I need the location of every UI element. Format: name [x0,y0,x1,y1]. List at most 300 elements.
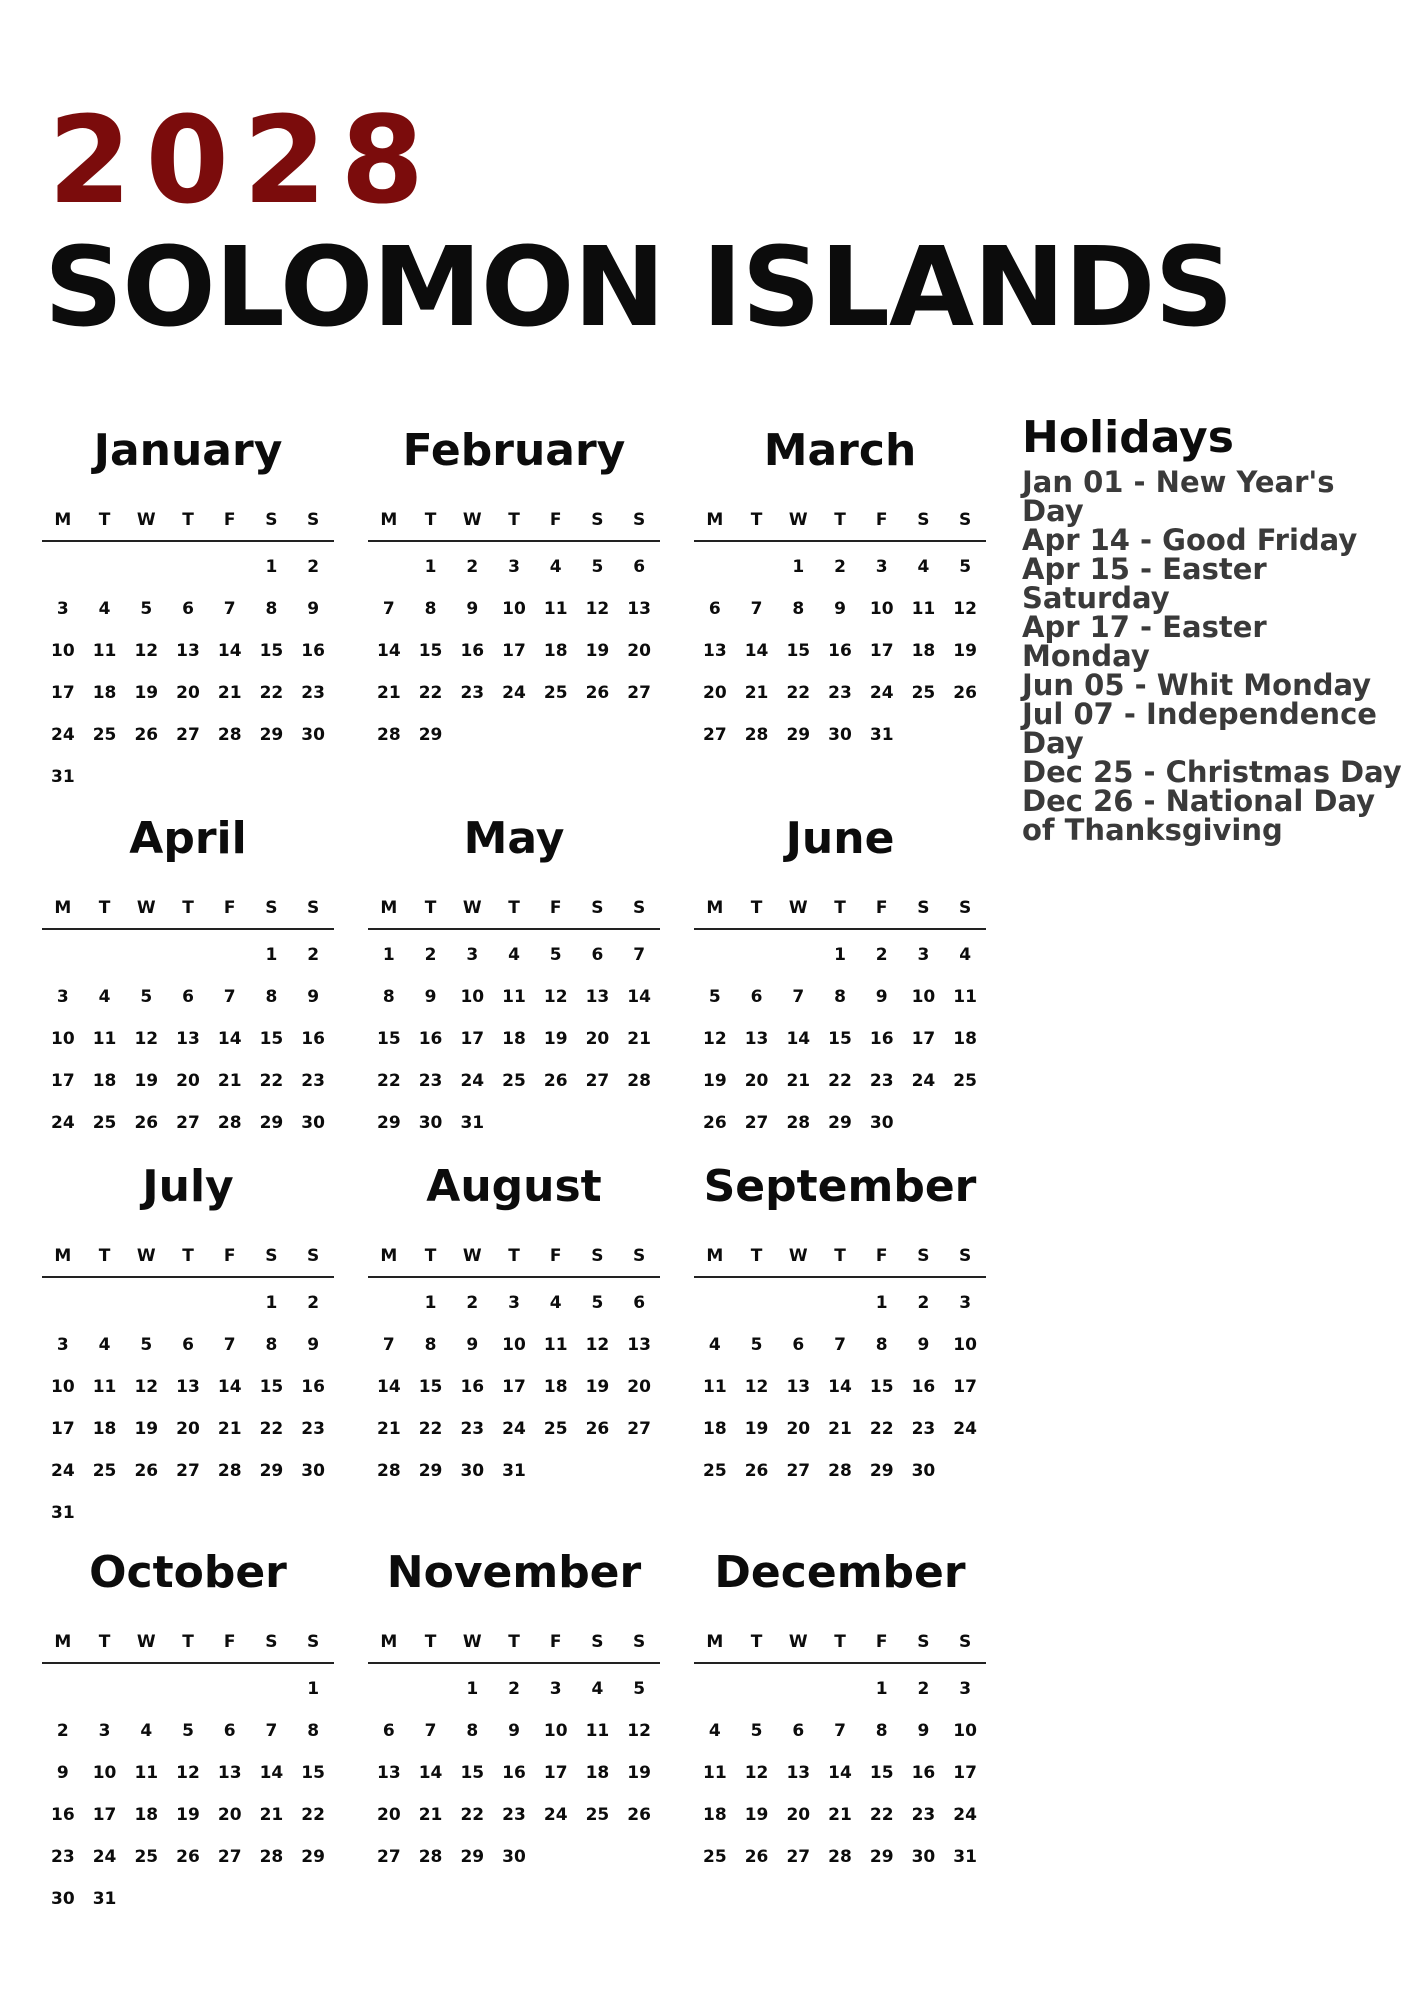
day-cell: 28 [418,1847,443,1867]
weekday-header: S [944,1238,986,1278]
day-cell: 16 [301,1377,325,1397]
day-cell: 24 [953,1419,977,1439]
day-cell: 18 [911,641,936,661]
day-cell: 5 [959,557,972,577]
day-cell: 20 [585,1029,610,1049]
day-cell: 15 [259,641,284,661]
day-cell: 4 [549,557,562,577]
day-cell: 24 [51,725,75,745]
day-cell: 13 [176,1029,200,1049]
day-cell: 27 [627,683,651,703]
day-cell: 22 [786,683,811,703]
day-cell: 3 [56,599,69,619]
weekday-header: M [42,890,84,930]
weekday-header: S [577,1238,619,1278]
day-cell: 17 [51,683,75,703]
weekday-header: T [819,1624,861,1664]
empty-day-cell [777,1668,819,1710]
month-september [694,1156,986,1492]
empty-day-cell [209,934,251,976]
day-cell: 4 [959,945,972,965]
day-cell: 15 [786,641,811,661]
day-cell: 20 [377,1805,401,1825]
day-cell: 23 [51,1847,75,1867]
day-cell: 2 [424,945,437,965]
day-cell: 24 [502,683,526,703]
weekday-header: W [451,502,493,542]
day-cell: 1 [265,557,278,577]
day-cell: 24 [869,683,894,703]
day-cell: 11 [703,1763,727,1783]
day-cell: 22 [460,1805,485,1825]
day-cell: 28 [786,1113,811,1133]
day-cell: 16 [869,1029,894,1049]
day-cell: 27 [176,725,200,745]
day-cell: 13 [585,987,610,1007]
day-cell: 8 [382,987,395,1007]
day-cell: 12 [134,1029,159,1049]
weekday-header: W [451,1238,493,1278]
day-cell: 23 [301,1419,325,1439]
weekday-header: F [209,1238,251,1278]
weekday-header: W [125,502,167,542]
day-cell: 10 [502,599,526,619]
day-cell: 9 [834,599,846,619]
month-name: April [129,813,247,864]
day-cell: 14 [627,987,651,1007]
empty-day-cell [167,546,209,588]
day-cell: 22 [869,1419,894,1439]
empty-day-cell [694,1668,736,1710]
day-cell: 4 [98,1335,111,1355]
empty-day-cell [84,1282,126,1324]
empty-day-cell [694,1282,736,1324]
day-cell: 18 [92,1419,117,1439]
day-cell: 9 [56,1763,69,1783]
empty-day-cell [167,934,209,976]
day-cell: 13 [627,599,651,619]
day-cell: 20 [786,1419,811,1439]
day-cell: 25 [92,1113,117,1133]
day-cell: 16 [828,641,852,661]
empty-day-cell [125,934,167,976]
day-cell: 14 [377,641,401,661]
weekday-header: F [209,1624,251,1664]
day-cell: 27 [744,1113,769,1133]
day-cell: 1 [265,945,278,965]
day-cell: 5 [140,987,153,1007]
day-cell: 29 [418,725,443,745]
day-cell: 23 [911,1419,936,1439]
empty-day-cell [84,546,126,588]
empty-day-cell [694,546,736,588]
empty-day-cell [125,546,167,588]
day-cell: 22 [301,1805,325,1825]
day-cell: 21 [744,683,769,703]
day-cell: 17 [911,1029,936,1049]
day-cell: 3 [466,945,479,965]
empty-day-cell [125,1282,167,1324]
day-cell: 5 [140,599,153,619]
day-cell: 20 [627,641,651,661]
day-cell: 28 [828,1847,852,1867]
empty-day-cell [777,1282,819,1324]
day-cell: 18 [543,641,568,661]
month-grid [368,890,660,1144]
day-cell: 5 [591,1293,604,1313]
day-cell: 31 [51,1503,75,1523]
day-cell: 1 [792,557,805,577]
weekday-header: T [410,502,452,542]
day-cell: 7 [424,1721,437,1741]
holidays-panel [1022,412,1402,845]
weekday-header: M [42,1624,84,1664]
day-cell: 30 [51,1889,75,1909]
day-cell: 5 [549,945,562,965]
day-cell: 2 [56,1721,69,1741]
day-cell: 9 [466,599,479,619]
weekday-header: S [251,1624,293,1664]
day-cell: 22 [828,1071,852,1091]
day-cell: 9 [307,599,320,619]
day-cell: 4 [140,1721,153,1741]
day-cell: 14 [377,1377,401,1397]
day-cell: 15 [259,1029,284,1049]
day-cell: 18 [703,1805,727,1825]
day-cell: 28 [217,1461,242,1481]
weekday-header: S [292,1238,334,1278]
day-cell: 28 [217,725,242,745]
weekday-header: M [368,1238,410,1278]
empty-day-cell [736,1668,778,1710]
day-cell: 25 [543,683,568,703]
empty-day-cell [42,1668,84,1710]
day-cell: 19 [176,1805,200,1825]
day-cell: 20 [176,1419,200,1439]
day-cell: 1 [424,557,437,577]
weekday-header: S [292,502,334,542]
weekday-header: T [736,1624,778,1664]
day-cell: 1 [875,1679,888,1699]
month-name: August [426,1161,602,1212]
weekday-header: S [577,502,619,542]
day-cell: 14 [828,1377,852,1397]
day-cell: 3 [56,1335,69,1355]
day-cell: 25 [953,1071,977,1091]
day-cell: 7 [633,945,646,965]
day-cell: 12 [703,1029,727,1049]
weekday-header: S [944,1624,986,1664]
day-cell: 28 [377,1461,401,1481]
day-cell: 24 [502,1419,526,1439]
month-grid [368,1624,660,1878]
day-cell: 6 [182,1335,194,1355]
day-cell: 19 [585,641,610,661]
day-cell: 23 [911,1805,936,1825]
day-cell: 30 [418,1113,443,1133]
weekday-header: W [777,1238,819,1278]
day-cell: 19 [585,1377,610,1397]
day-cell: 15 [828,1029,852,1049]
month-march [694,420,986,756]
day-cell: 17 [460,1029,485,1049]
empty-day-cell [368,546,410,588]
day-cell: 13 [377,1763,401,1783]
day-cell: 25 [703,1847,727,1867]
day-cell: 3 [508,1293,520,1313]
day-cell: 12 [953,599,977,619]
weekday-header: T [819,502,861,542]
day-cell: 22 [377,1071,401,1091]
month-name: December [714,1547,966,1598]
day-cell: 21 [828,1419,852,1439]
day-cell: 8 [265,1335,278,1355]
day-cell: 6 [382,1721,395,1741]
day-cell: 5 [708,987,721,1007]
day-cell: 29 [828,1113,852,1133]
weekday-header: T [84,890,126,930]
day-cell: 27 [703,725,727,745]
weekday-header: F [861,502,903,542]
day-cell: 11 [92,1029,117,1049]
weekday-header: W [777,890,819,930]
day-cell: 26 [627,1805,651,1825]
day-cell: 11 [585,1721,610,1741]
day-cell: 6 [633,557,646,577]
day-cell: 2 [917,1293,930,1313]
empty-day-cell [777,934,819,976]
day-cell: 13 [703,641,727,661]
month-grid [694,1238,986,1492]
holiday-item: Jul 07 - Independence Day [1022,697,1377,760]
day-cell: 25 [92,1461,117,1481]
empty-day-cell [84,934,126,976]
day-cell: 3 [959,1679,972,1699]
day-cell: 10 [953,1721,977,1741]
day-cell: 9 [307,1335,320,1355]
day-cell: 8 [424,1335,437,1355]
day-cell: 21 [217,1419,242,1439]
weekday-header: S [292,890,334,930]
weekday-header: F [209,502,251,542]
month-grid [368,502,660,756]
day-cell: 13 [744,1029,769,1049]
day-cell: 26 [744,1847,769,1867]
day-cell: 10 [953,1335,977,1355]
day-cell: 21 [627,1029,651,1049]
day-cell: 21 [377,683,401,703]
weekday-header: T [493,1624,535,1664]
empty-day-cell [42,546,84,588]
weekday-header: T [167,1238,209,1278]
day-cell: 12 [744,1763,769,1783]
day-cell: 10 [51,1377,75,1397]
day-cell: 7 [792,987,805,1007]
weekday-header: M [694,502,736,542]
day-cell: 29 [460,1847,485,1867]
month-grid [42,890,334,1144]
day-cell: 21 [786,1071,811,1091]
day-cell: 15 [377,1029,401,1049]
day-cell: 2 [307,557,320,577]
day-cell: 28 [217,1113,242,1133]
day-cell: 1 [466,1679,479,1699]
day-cell: 28 [744,725,769,745]
day-cell: 12 [134,1377,159,1397]
weekday-header: M [42,1238,84,1278]
day-cell: 25 [911,683,936,703]
day-cell: 11 [502,987,526,1007]
day-cell: 7 [382,1335,395,1355]
day-cell: 20 [176,683,200,703]
day-cell: 13 [627,1335,651,1355]
day-cell: 11 [92,641,117,661]
day-cell: 8 [875,1335,888,1355]
day-cell: 20 [786,1805,811,1825]
day-cell: 10 [869,599,894,619]
day-cell: 29 [418,1461,443,1481]
day-cell: 7 [382,599,395,619]
weekday-header: W [125,890,167,930]
day-cell: 26 [585,683,610,703]
day-cell: 19 [953,641,977,661]
weekday-header: M [694,1624,736,1664]
month-april [42,808,334,1144]
day-cell: 28 [377,725,401,745]
weekday-header: F [535,502,577,542]
weekday-header: S [618,890,660,930]
day-cell: 5 [633,1679,646,1699]
empty-day-cell [167,1668,209,1710]
holiday-list [1022,465,1402,847]
day-cell: 24 [911,1071,936,1091]
weekday-header: T [410,1624,452,1664]
day-cell: 23 [301,683,325,703]
day-cell: 15 [301,1763,325,1783]
day-cell: 17 [51,1419,75,1439]
month-grid [368,1238,660,1492]
day-cell: 6 [750,987,763,1007]
day-cell: 2 [875,945,888,965]
day-cell: 24 [92,1847,117,1867]
day-cell: 17 [869,641,894,661]
day-cell: 7 [223,987,236,1007]
holiday-item: Dec 26 - National Day of Thanksgiving [1022,784,1376,847]
day-cell: 3 [917,945,930,965]
month-name: June [785,813,895,864]
day-cell: 2 [466,1293,479,1313]
day-cell: 8 [792,599,805,619]
weekday-header: M [694,890,736,930]
month-name: July [142,1161,234,1212]
empty-day-cell [125,1668,167,1710]
weekday-header: T [493,890,535,930]
day-cell: 6 [792,1721,805,1741]
day-cell: 27 [176,1113,200,1133]
day-cell: 25 [543,1419,568,1439]
weekday-header: T [167,890,209,930]
day-cell: 17 [502,1377,526,1397]
day-cell: 19 [134,1419,159,1439]
day-cell: 9 [307,987,320,1007]
weekday-header: F [535,1238,577,1278]
day-cell: 22 [259,683,284,703]
day-cell: 29 [259,1461,284,1481]
day-cell: 14 [786,1029,811,1049]
day-cell: 21 [377,1419,401,1439]
day-cell: 1 [307,1679,320,1699]
month-grid [42,502,334,798]
day-cell: 26 [134,725,159,745]
day-cell: 24 [543,1805,568,1825]
day-cell: 6 [182,987,194,1007]
day-cell: 19 [543,1029,568,1049]
day-cell: 5 [750,1335,763,1355]
day-cell: 29 [786,725,811,745]
day-cell: 15 [418,641,443,661]
day-cell: 11 [134,1763,159,1783]
day-cell: 16 [460,1377,485,1397]
day-cell: 29 [869,1461,894,1481]
day-cell: 19 [134,1071,159,1091]
day-cell: 16 [911,1763,936,1783]
month-june [694,808,986,1144]
day-cell: 23 [828,683,852,703]
day-cell: 1 [424,1293,437,1313]
day-cell: 4 [708,1721,721,1741]
day-cell: 23 [869,1071,894,1091]
day-cell: 10 [543,1721,568,1741]
day-cell: 20 [176,1071,200,1091]
weekday-header: T [167,502,209,542]
day-cell: 6 [182,599,194,619]
day-cell: 10 [51,1029,75,1049]
day-cell: 18 [134,1805,159,1825]
day-cell: 18 [502,1029,526,1049]
day-cell: 29 [869,1847,894,1867]
day-cell: 22 [259,1419,284,1439]
day-cell: 12 [176,1763,200,1783]
day-cell: 22 [259,1071,284,1091]
day-cell: 29 [377,1113,401,1133]
month-november [368,1542,660,1878]
month-grid [694,1624,986,1878]
day-cell: 4 [591,1679,604,1699]
weekday-header: F [535,890,577,930]
day-cell: 17 [953,1377,977,1397]
day-cell: 29 [259,725,284,745]
weekday-header: T [736,1238,778,1278]
empty-day-cell [42,1282,84,1324]
empty-day-cell [736,546,778,588]
day-cell: 8 [424,599,437,619]
day-cell: 19 [744,1805,769,1825]
weekday-header: T [493,502,535,542]
country-title: SOLOMON ISLANDS [44,223,1233,351]
weekday-header: S [903,1624,945,1664]
day-cell: 9 [424,987,437,1007]
weekday-header: S [292,1624,334,1664]
day-cell: 18 [543,1377,568,1397]
day-cell: 30 [301,1113,325,1133]
empty-day-cell [368,1282,410,1324]
weekday-header: S [251,1238,293,1278]
weekday-header: S [944,502,986,542]
day-cell: 24 [51,1461,75,1481]
day-cell: 7 [834,1721,846,1741]
day-cell: 22 [869,1805,894,1825]
day-cell: 28 [627,1071,651,1091]
